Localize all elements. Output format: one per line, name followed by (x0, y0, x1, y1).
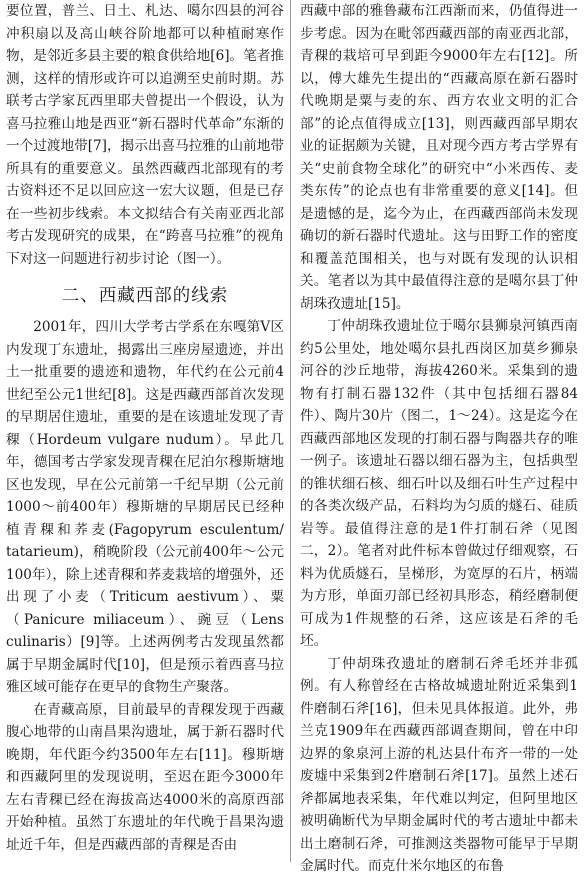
body-paragraph: 2001年，四川大学考古学系在东嘎第V区内发现丁东遗址，揭露出三座房屋遗迹，并出土一批重要的遗迹和遗物，年代约在公元前4世纪至公元1世纪[8]。这是西藏西部首次发现的早期居住遗址，重要的是在该遗址发现了青稞（Hordeum vulgare nudum）。早此几年，德国考古学家发现青稞在尼泊尔穆斯塘地区也发现，早在公元前第一千纪早期（公元前1000～前400年）穆斯塘的早期居民已经种植青稞和荞麦(Fagopyrum esculentum/ tatarieum)，稍晚阶段（公元前400年～公元100年），除上述青稞和荞麦栽培的增强外，还出现了小麦（Triticum aestivum）、粟（Panicure miliaceum）、豌豆（Lens culinaris）[9]等。上述两例考古发现虽然都属于早期金属时代[10]，但是预示着西喜马拉雅区域可能存在更早的食物生产聚落。 (6, 319, 284, 695)
left-column (6, 0, 284, 862)
body-paragraph: 在青藏高原，目前最早的青稞发现于西藏腹心地带的山南昌果沟遗址，属于新石器时代晚期，年代距今约3500年左右[11]。穆斯塘和西藏阿里的发现说明，至迟在距今3000年左右青稞已经在海拔高达4000米的高原西部开始种植。虽然丁东遗址的年代晚于昌果沟遗址近千年，但是西藏西部的青稞是否由 (6, 701, 284, 853)
body-paragraph: 要位置，普兰、日土、札达、噶尔四县的河谷冲积扇以及高山峡谷阶地都可以种植耐寒作物，是邻近多县主要的粮食供给地[6]。笔者推测，这样的情形或许可以追溯至史前时期。苏联考古学家瓦西里耶夫曾提出一个假设，认为喜马拉雅山地是西亚“新石器时代革命”东渐的一个过渡地带[7]，揭示出喜马拉雅的山前地带所具有的重要意义。虽然西藏西北部现有的考古资料还不足以回应这一宏大议题，但是已存在一些初步线索。本文拟结合有关南亚西北部考古发现研究的成果，在“跨喜马拉雅”的视角下对这一问题进行初步讨论（图一）。 (6, 3, 284, 267)
body-paragraph: 西藏中部的雅鲁藏布江西渐而来，仍值得进一步考虑。因为在毗邻西藏西部的南亚西北部，青稞的栽培可早到距今9000年左右[12]。所以，傅大雄先生提出的“西藏高原在新石器时代晚期是粟与麦的东、西方农业文明的汇合部”的论点值得成立[13]，则西藏西部早期农业的证据颇为关键，且对现今西方考古学界有关“史前食物全球化”的研究中“小米西传、麦类东传”的论点也有非常重要的意义[14]。但是遗憾的是，迄今为止，在西藏西部尚未发现确切的新石器时代遗址。这与田野工作的密度和覆盖范围相关，也与对既有发现的认识相关。笔者以为其中最值得注意的是噶尔县丁仲胡珠孜遗址[15]。 (300, 3, 578, 312)
body-paragraph: 丁仲胡珠孜遗址位于噶尔县狮泉河镇西南约5公里处，地处噶尔县扎西岗区加莫乡狮泉河谷的沙丘地带，海拔4260米。采集到的遗物有打制石器132件（其中包括细石器84件）、陶片30片（图二，1～24）。这是迄今在西藏西部地区发现的打制石器与陶器共存的唯一例子。该遗址石器以细石器为主，包括典型的锥状细石核、细石叶以及细石叶生产过程中的各类次级产品，石料均为匀质的燧石、硅质岩等。最值得注意的是1件打制石斧（见图二，2）。笔者对此件标本曾做过仔细观察，石料为优质燧石，呈梯形，为宽厚的石片，柄端为方形，单面刃部已经初具形态，稍经磨制便可成为1件规整的石斧，这应该是石斧的毛坯。 (300, 318, 578, 649)
body-paragraph: 丁仲胡珠孜遗址的磨制石斧毛坯并非孤例。有人称曾经在古格故城遗址附近采集到1件磨制石斧[16]，但未见具体报道。此外，弗兰克1909年在西藏西部调查期间，曾在中印边界的象泉河上游的札达县什布齐一带的一处废墟中采集到2件磨制石斧[17]。虽然上述石斧都属地表采集，年代难以判定，但阿里地区被明确断代为早期金属时代的考古遗址中都未出土磨制石斧，可推测这类器物可能早于早期金属时代。而克什米尔地区的布鲁 (300, 655, 578, 874)
column-divider (290, 0, 291, 862)
right-column (300, 0, 578, 874)
section-heading: 二、西藏西部的线索 (61, 286, 229, 306)
